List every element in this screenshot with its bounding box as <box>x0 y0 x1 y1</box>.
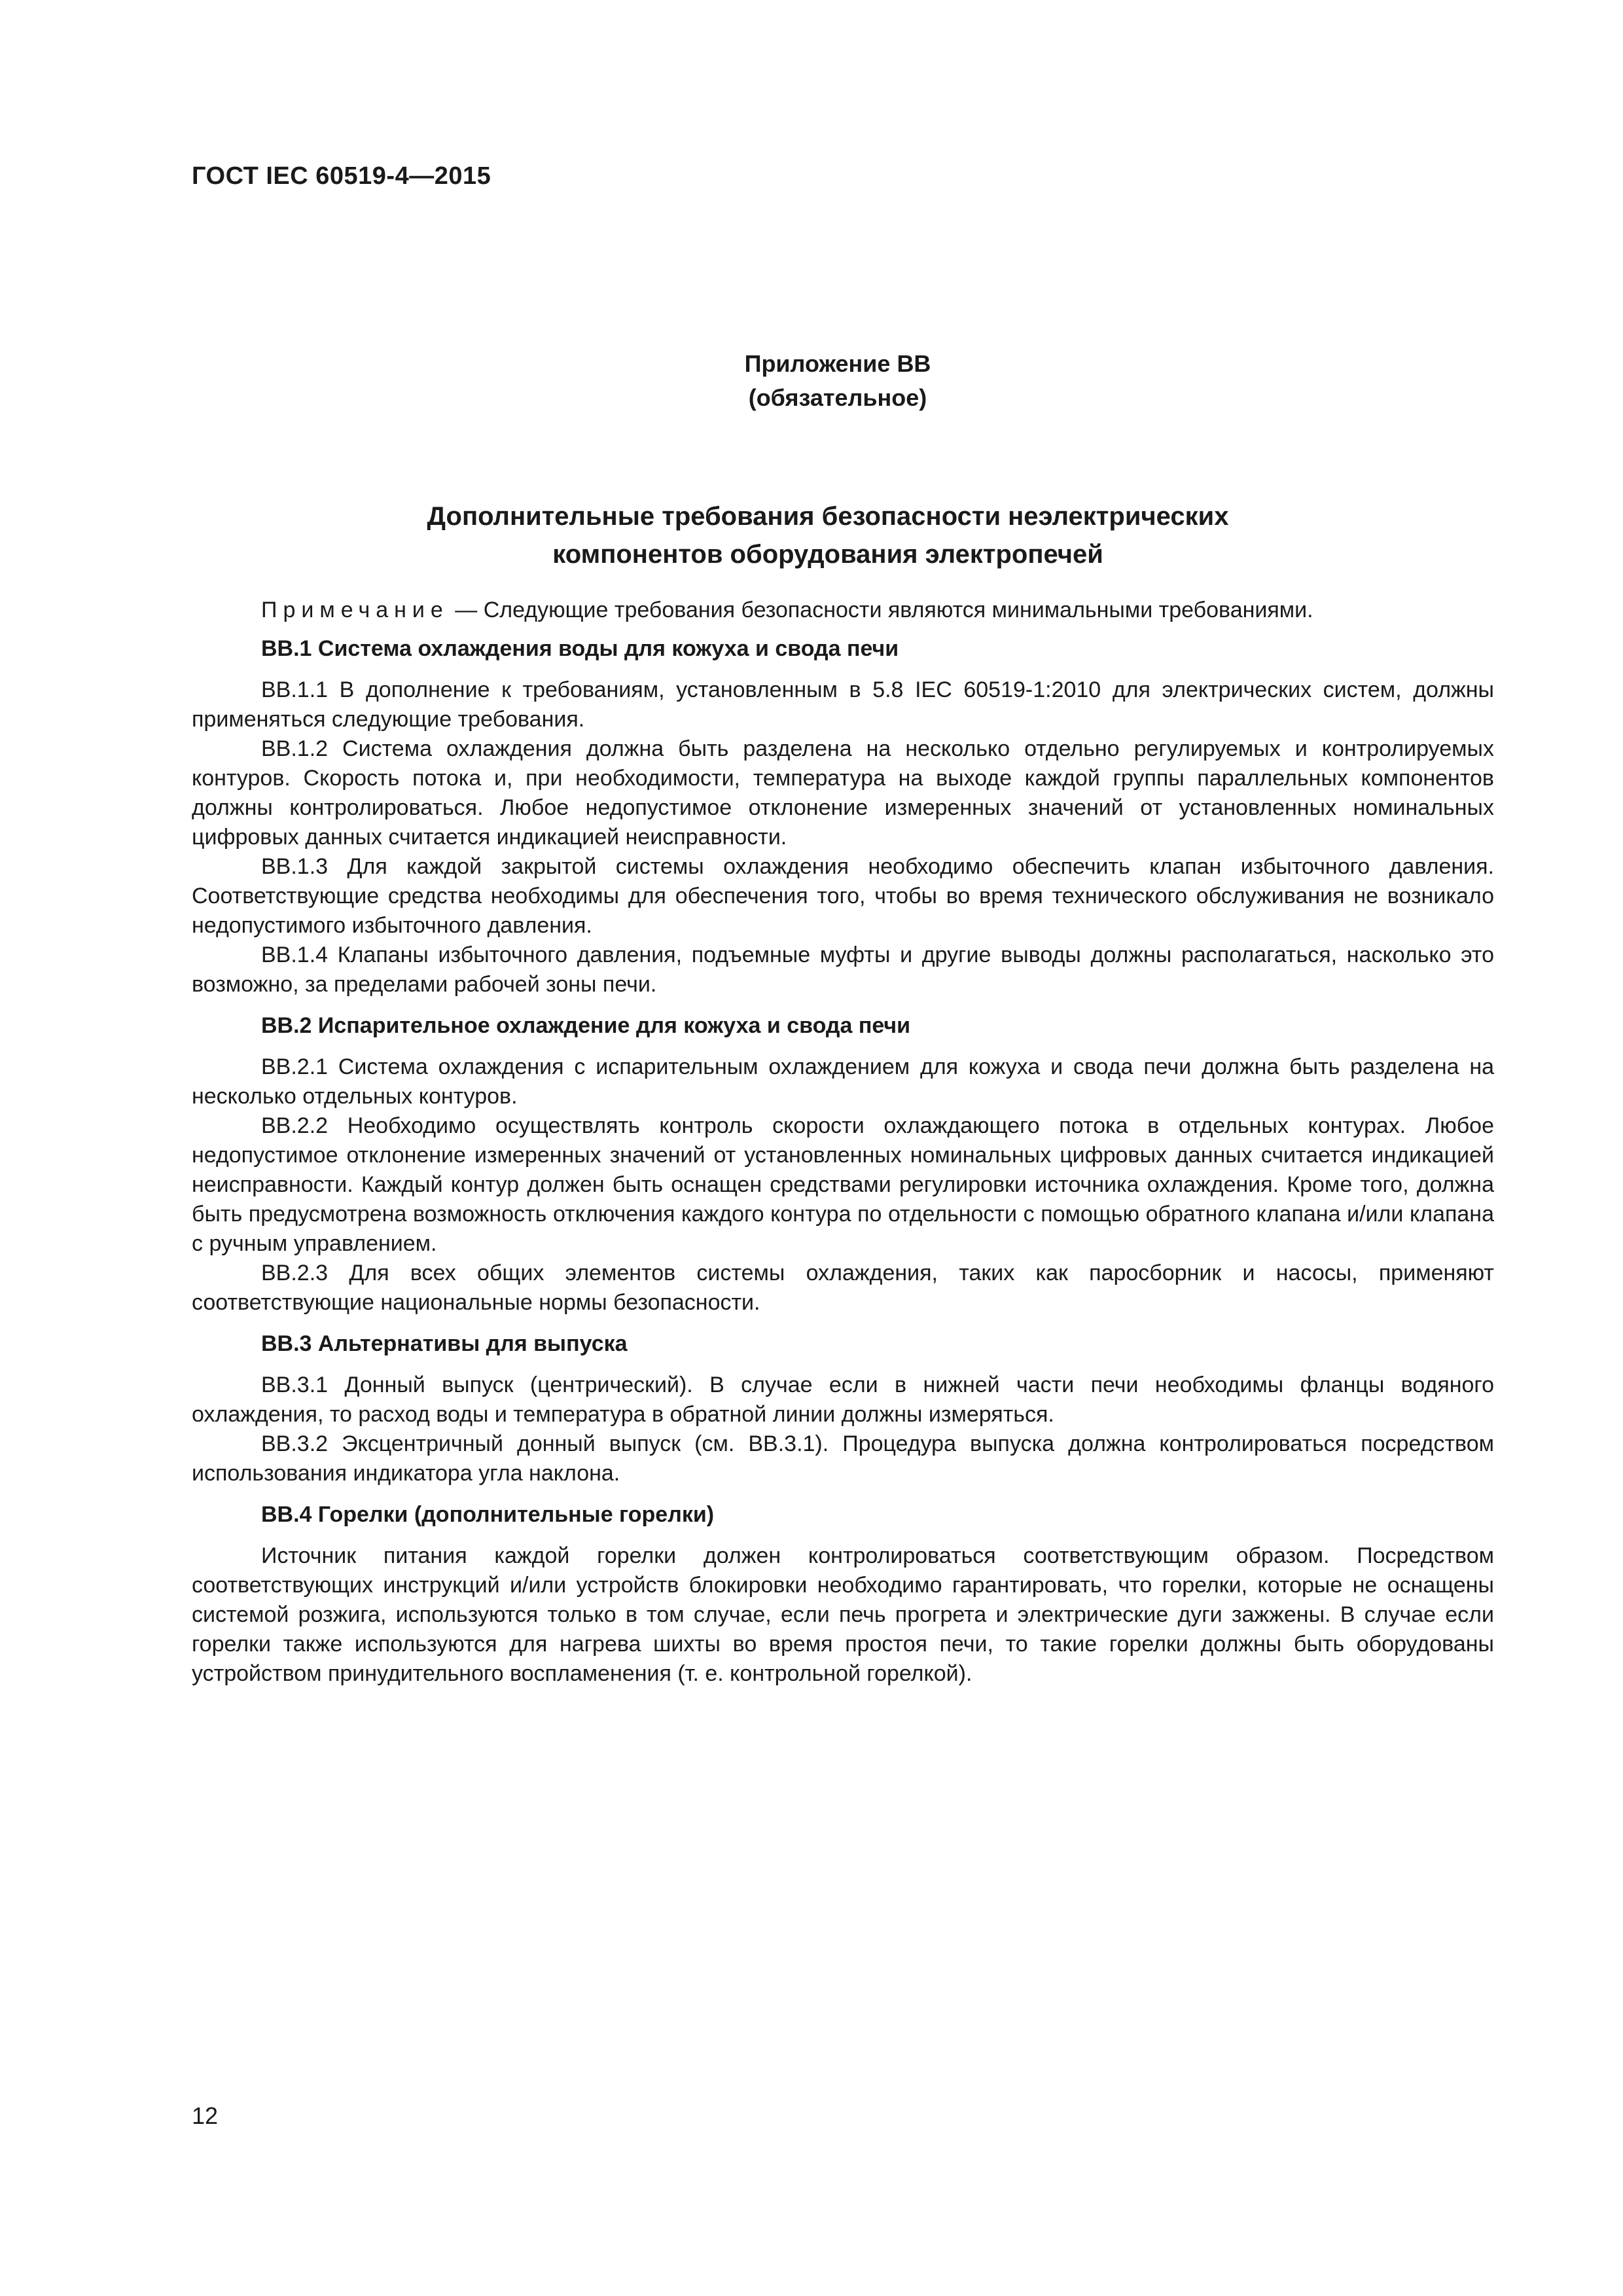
document-title-line-1: Дополнительные требования безопасности неэлектрических <box>427 502 1229 531</box>
section-heading: ВВ.4 Горелки (дополнительные горелки) <box>261 1502 715 1527</box>
standard-code: ГОСТ IEC 60519-4—2015 <box>192 162 491 190</box>
paragraph-bb1-1: ВВ.1.1 В дополнение к требованиям, установленным в 5.8 IEC 60519-1:2010 для электрических систем, должны применяться следующие требования. <box>192 677 1494 732</box>
section-bb4 <box>192 1500 1494 1689</box>
note <box>192 596 1494 625</box>
section-bb2 <box>192 1011 1494 1318</box>
paragraph-bb3-2: ВВ.3.2 Эксцентричный донный выпуск (см. ВВ.3.1). Процедура выпуска должна контролироваться посредством использования индикатора угла наклона. <box>192 1431 1494 1486</box>
paragraph-bb1-4: ВВ.1.4 Клапаны избыточного давления, подъемные муфты и другие выводы должны располагаться, насколько это возможно, за пределами рабочей зоны печи. <box>192 942 1494 997</box>
document-title-line-2: компонентов оборудования электропечей <box>552 540 1103 569</box>
paragraph-bb3-1: ВВ.3.1 Донный выпуск (центрический). В случае если в нижней части печи необходимы фланцы водяного охлаждения, то расход воды и температура в обратной линии должны измеряться. <box>192 1372 1494 1427</box>
paragraph-bb1-3: ВВ.1.3 Для каждой закрытой системы охлаждения необходимо обеспечить клапан избыточного давления. Соответствующие средства необходимы для обеспечения того, чтобы во время технического обслуживания не возникало недопустимого избыточного давления. <box>192 854 1494 938</box>
note-label: Примечание <box>261 598 449 622</box>
annex-status: (обязательное) <box>748 384 927 411</box>
paragraph-bb2-3: ВВ.2.3 Для всех общих элементов системы охлаждения, таких как паросборник и насосы, применяют соответствующие национальные нормы безопасности. <box>192 1261 1494 1315</box>
paragraph-bb1-2: ВВ.1.2 Система охлаждения должна быть разделена на несколько отдельно регулируемых и контролируемых контуров. Скорость потока и, при необходимости, температура на выходе каждой группы параллельных компонентов должны контролироваться. Любое недопустимое отклонение измеренных значений от установленных номинальных цифровых данных считается индикацией неисправности. <box>192 736 1494 850</box>
document-title <box>0 497 1623 573</box>
annex-title: Приложение ВВ <box>744 350 931 377</box>
note-text: — Следующие требования безопасности являются минимальными требованиями. <box>448 598 1313 622</box>
paragraph-bb2-1: ВВ.2.1 Система охлаждения с испарительным охлаждением для кожуха и свода печи должна быть разделена на несколько отдельных контуров. <box>192 1054 1494 1109</box>
document-body <box>192 596 1494 1700</box>
paragraph-bb4-1: Источник питания каждой горелки должен контролироваться соответствующим образом. Посредством соответствующих инструкций и/или устройств блокировки необходимо гарантировать, что горелки, которые не оснащены системой розжига, используются только в том случае, если печь прогрета и электрические дуги зажжены. В случае если горелки также используются для нагрева шихты во время простоя печи, то такие горелки должны быть оборудованы устройством принудительного воспламенения (т. е. контрольной горелкой). <box>192 1543 1494 1686</box>
page-number: 12 <box>192 2102 219 2129</box>
section-heading: ВВ.2 Испарительное охлаждение для кожуха и свода печи <box>261 1013 911 1038</box>
section-heading: ВВ.3 Альтернативы для выпуска <box>261 1331 628 1356</box>
annex-heading <box>0 347 1623 415</box>
section-bb1 <box>192 634 1494 999</box>
section-bb3 <box>192 1329 1494 1488</box>
paragraph-bb2-2: ВВ.2.2 Необходимо осуществлять контроль скорости охлаждающего потока в отдельных контурах. Любое недопустимое отклонение измеренных значений от установленных номинальных цифровых данных считается индикацией неисправности. Каждый контур должен быть оснащен средствами регулировки источника охлаждения. Кроме того, должна быть предусмотрена возможность отключения каждого контура по отдельности с помощью обратного клапана и/или клапана с ручным управлением. <box>192 1113 1494 1256</box>
section-heading: ВВ.1 Система охлаждения воды для кожуха и свода печи <box>261 636 899 661</box>
